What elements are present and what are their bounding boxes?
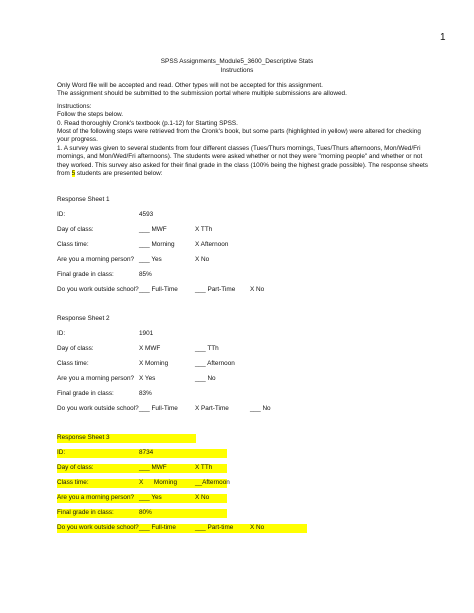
morning-option-no: X No [195, 494, 210, 501]
time-option-morning: X Morning [139, 479, 178, 486]
survey-line [57, 170, 447, 178]
time-label: Class time: [57, 479, 89, 486]
work-label: Do you work outside school? [57, 524, 139, 531]
sheet-heading: Response Sheet 1 [57, 196, 110, 203]
id-label: ID: [57, 211, 66, 218]
instructions-line: Most of the following steps were retrieved from the Cronk's book, but some parts (highlighted in yellow) were altered for checking [57, 127, 421, 135]
subtitle-line: Instructions [220, 66, 254, 74]
page-number: 1 [440, 32, 446, 43]
work-option-fulltime: ___ Full-Time [139, 286, 178, 293]
work-option-fulltime: ___ Full-time [139, 524, 176, 531]
id-label: ID: [57, 330, 66, 337]
day-label: Day of class: [57, 464, 94, 471]
survey-line: 1. A survey was given to several students from four different classes (Tues/Thurs mornings, Tues/Thurs afternoons, Mon/Wed/Fri [57, 145, 421, 152]
id-value: 1901 [139, 330, 154, 337]
work-option-parttime: ___ Part-Time [195, 286, 236, 293]
grade-label: Final grade in class: [57, 509, 114, 516]
morning-option-yes: X Yes [139, 375, 156, 382]
submission-notice [57, 82, 447, 99]
instructions-heading: Instructions: [57, 103, 92, 110]
grade-label: Final grade in class: [57, 271, 114, 278]
time-option-afternoon: X Afternoon [195, 241, 229, 248]
work-option-parttime: X Part-Time [195, 405, 229, 412]
survey-text: students are presented below: [75, 169, 163, 177]
survey-description [57, 145, 447, 178]
day-label: Day of class: [57, 345, 94, 352]
grade-value: 85% [139, 271, 152, 278]
time-label: Class time: [57, 360, 89, 367]
time-option-afternoon: __Afternoon [195, 479, 230, 486]
work-label: Do you work outside school? [57, 405, 139, 412]
morning-option-no: ___ No [195, 375, 216, 382]
day-option-mwf: ___ MWF [139, 464, 167, 471]
notice-line: Only Word file will be accepted and read. Other types will not be accepted for this assignment. [57, 82, 323, 89]
morning-label: Are you a morning person? [57, 375, 135, 382]
survey-line: they worked. This survey also asked for their final grade in the class (100% being the highest grade possible). The response sheets [57, 161, 428, 169]
instructions-line: your progress. [57, 136, 98, 144]
instructions-block [57, 103, 447, 145]
id-value: 8734 [139, 449, 154, 456]
instructions-line: 0. Read thoroughly Cronk's textbook (p.1-12) for Starting SPSS. [57, 119, 238, 127]
sheet-heading: Response Sheet 2 [57, 315, 110, 322]
morning-option-no: X No [195, 256, 210, 263]
morning-option-yes: ___ Yes [139, 494, 162, 501]
day-option-mwf: ___ MWF [139, 226, 167, 233]
work-option-fulltime: ___ Full-Time [139, 405, 178, 412]
time-option-afternoon: ___ Afternoon [195, 360, 235, 367]
sheet-heading: Response Sheet 3 [57, 434, 110, 441]
morning-label: Are you a morning person? [57, 494, 135, 501]
day-label: Day of class: [57, 226, 94, 233]
grade-value: 83% [139, 390, 152, 397]
id-value: 4593 [139, 211, 154, 218]
day-option-tth: X TTh [195, 464, 213, 471]
instructions-line: Follow the steps below. [57, 111, 124, 119]
highlighted-count: 5 [71, 169, 76, 177]
day-option-tth: ___ TTh [195, 345, 219, 352]
title-line: SPSS Assignments_Module5_3600_Descriptive Stats [160, 58, 314, 65]
notice-line: The assignment should be submitted to the submission portal where multiple submissions are allowed. [57, 90, 347, 98]
morning-option-yes: ___ Yes [139, 256, 162, 263]
time-option-morning: ___ Morning [139, 241, 175, 248]
day-option-mwf: X MWF [139, 345, 161, 352]
morning-label: Are you a morning person? [57, 256, 135, 263]
id-label: ID: [57, 449, 66, 456]
work-option-no: ___ No [250, 405, 271, 412]
grade-value: 80% [139, 509, 152, 516]
document-title [0, 58, 474, 75]
day-option-tth: X TTh [195, 226, 213, 233]
work-option-parttime: ___ Part-time [195, 524, 234, 531]
work-label: Do you work outside school? [57, 286, 139, 293]
work-option-no: X No [250, 524, 265, 531]
time-option-morning: X Morning [139, 360, 169, 367]
survey-text: from [57, 169, 72, 177]
grade-label: Final grade in class: [57, 390, 114, 397]
time-label: Class time: [57, 241, 89, 248]
work-option-no: X No [250, 286, 265, 293]
survey-line: mornings, and Mon/Wed/Fri afternoons). The students were asked whether or not they were "morning people" and whether or not [57, 153, 423, 161]
